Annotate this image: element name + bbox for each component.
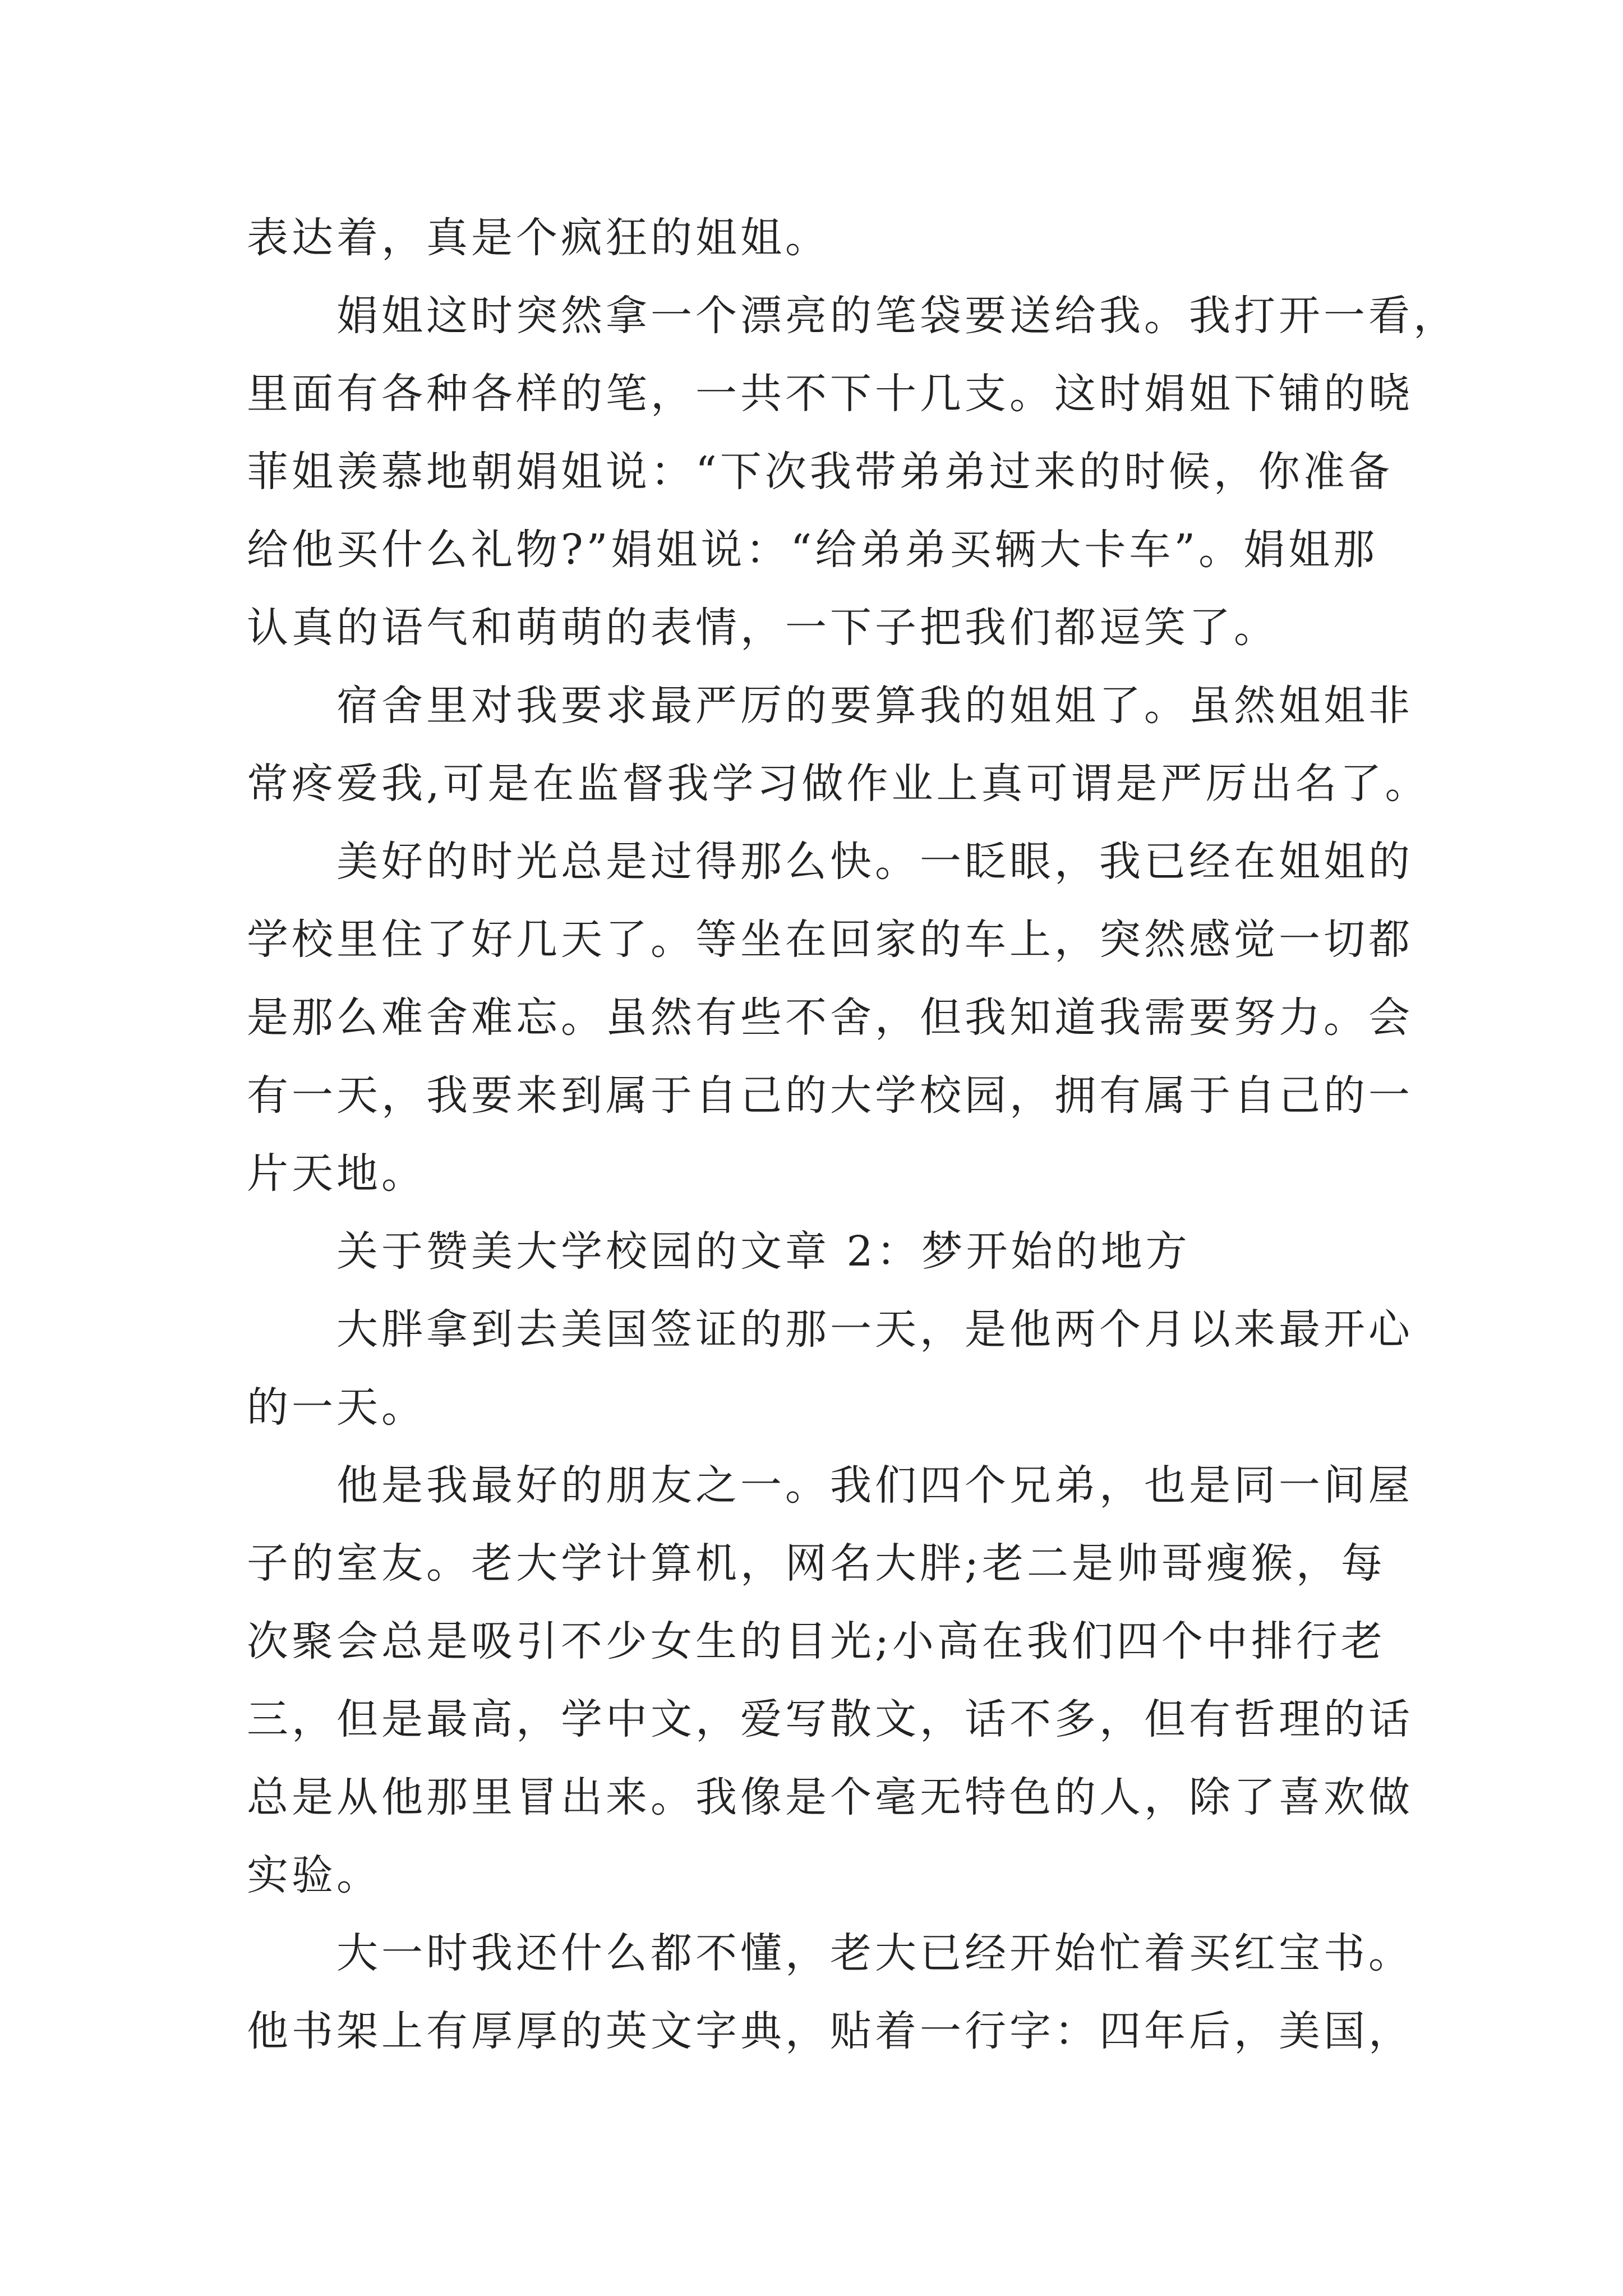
text-line: 学校里住了好几天了。等坐在回家的车上，突然感觉一切都 bbox=[247, 915, 1413, 964]
paragraph-3 bbox=[247, 667, 1447, 823]
text-line: 给他买什么礼物?”娟姐说：“给弟弟买辆大卡车”。娟姐那 bbox=[247, 526, 1378, 574]
document-body bbox=[247, 199, 1458, 2070]
section-heading bbox=[247, 1213, 1447, 1291]
paragraph-2 bbox=[247, 277, 1458, 667]
text-line: 菲姐羡慕地朝娟姐说：“下次我带弟弟过来的时候，你准备 bbox=[247, 448, 1393, 496]
text-line: 表达着，真是个疯狂的姐姐。 bbox=[247, 214, 830, 262]
text-line: 认真的语气和萌萌的表情，一下子把我们都逗笑了。 bbox=[247, 604, 1279, 652]
paragraph-8 bbox=[247, 1915, 1447, 2070]
text-line: 次聚会总是吸引不少女生的目光;小高在我们四个中排行老 bbox=[247, 1617, 1386, 1665]
text-line: 是那么难舍难忘。虽然有些不舍，但我知道我需要努力。会 bbox=[247, 993, 1413, 1042]
text-line: 总是从他那里冒出来。我像是个毫无特色的人，除了喜欢做 bbox=[247, 1773, 1413, 1821]
text-line: 他是我最好的朋友之一。我们四个兄弟，也是同一间屋 bbox=[336, 1461, 1413, 1510]
text-line: 娟姐这时突然拿一个漂亮的笔袋要送给我。我打开一看， bbox=[336, 292, 1458, 340]
paragraph-4 bbox=[247, 823, 1447, 1213]
text-line: 大一时我还什么都不懂，老大已经开始忙着买红宝书。 bbox=[336, 1929, 1413, 1977]
text-line: 有一天，我要来到属于自己的大学校园，拥有属于自己的一 bbox=[247, 1071, 1413, 1120]
text-line: 实验。 bbox=[247, 1851, 381, 1899]
text-line: 里面有各种各样的笔，一共不下十几支。这时娟姐下铺的晓 bbox=[247, 370, 1413, 418]
text-line: 三，但是最高，学中文，爱写散文，话不多，但有哲理的话 bbox=[247, 1695, 1413, 1743]
text-line: 他书架上有厚厚的英文字典，贴着一行字：四年后，美国， bbox=[247, 2007, 1413, 2055]
paragraph-7 bbox=[247, 1447, 1447, 1915]
text-line: 子的室友。老大学计算机，网名大胖;老二是帅哥瘦猴，每 bbox=[247, 1539, 1386, 1588]
paragraph-6 bbox=[247, 1291, 1447, 1447]
text-line: 常疼爱我,可是在监督我学习做作业上真可谓是严厉出名了。 bbox=[247, 760, 1430, 808]
text-line: 美好的时光总是过得那么快。一眨眼，我已经在姐姐的 bbox=[336, 838, 1413, 886]
text-line: 大胖拿到去美国签证的那一天，是他两个月以来最开心 bbox=[336, 1305, 1413, 1354]
text-line: 片天地。 bbox=[247, 1149, 426, 1198]
paragraph-1 bbox=[247, 199, 1447, 277]
text-line: 的一天。 bbox=[247, 1383, 426, 1432]
text-line: 宿舍里对我要求最严厉的要算我的姐姐了。虽然姐姐非 bbox=[336, 682, 1413, 730]
heading-line: 关于赞美大学校园的文章 2：梦开始的地方 bbox=[336, 1227, 1191, 1276]
